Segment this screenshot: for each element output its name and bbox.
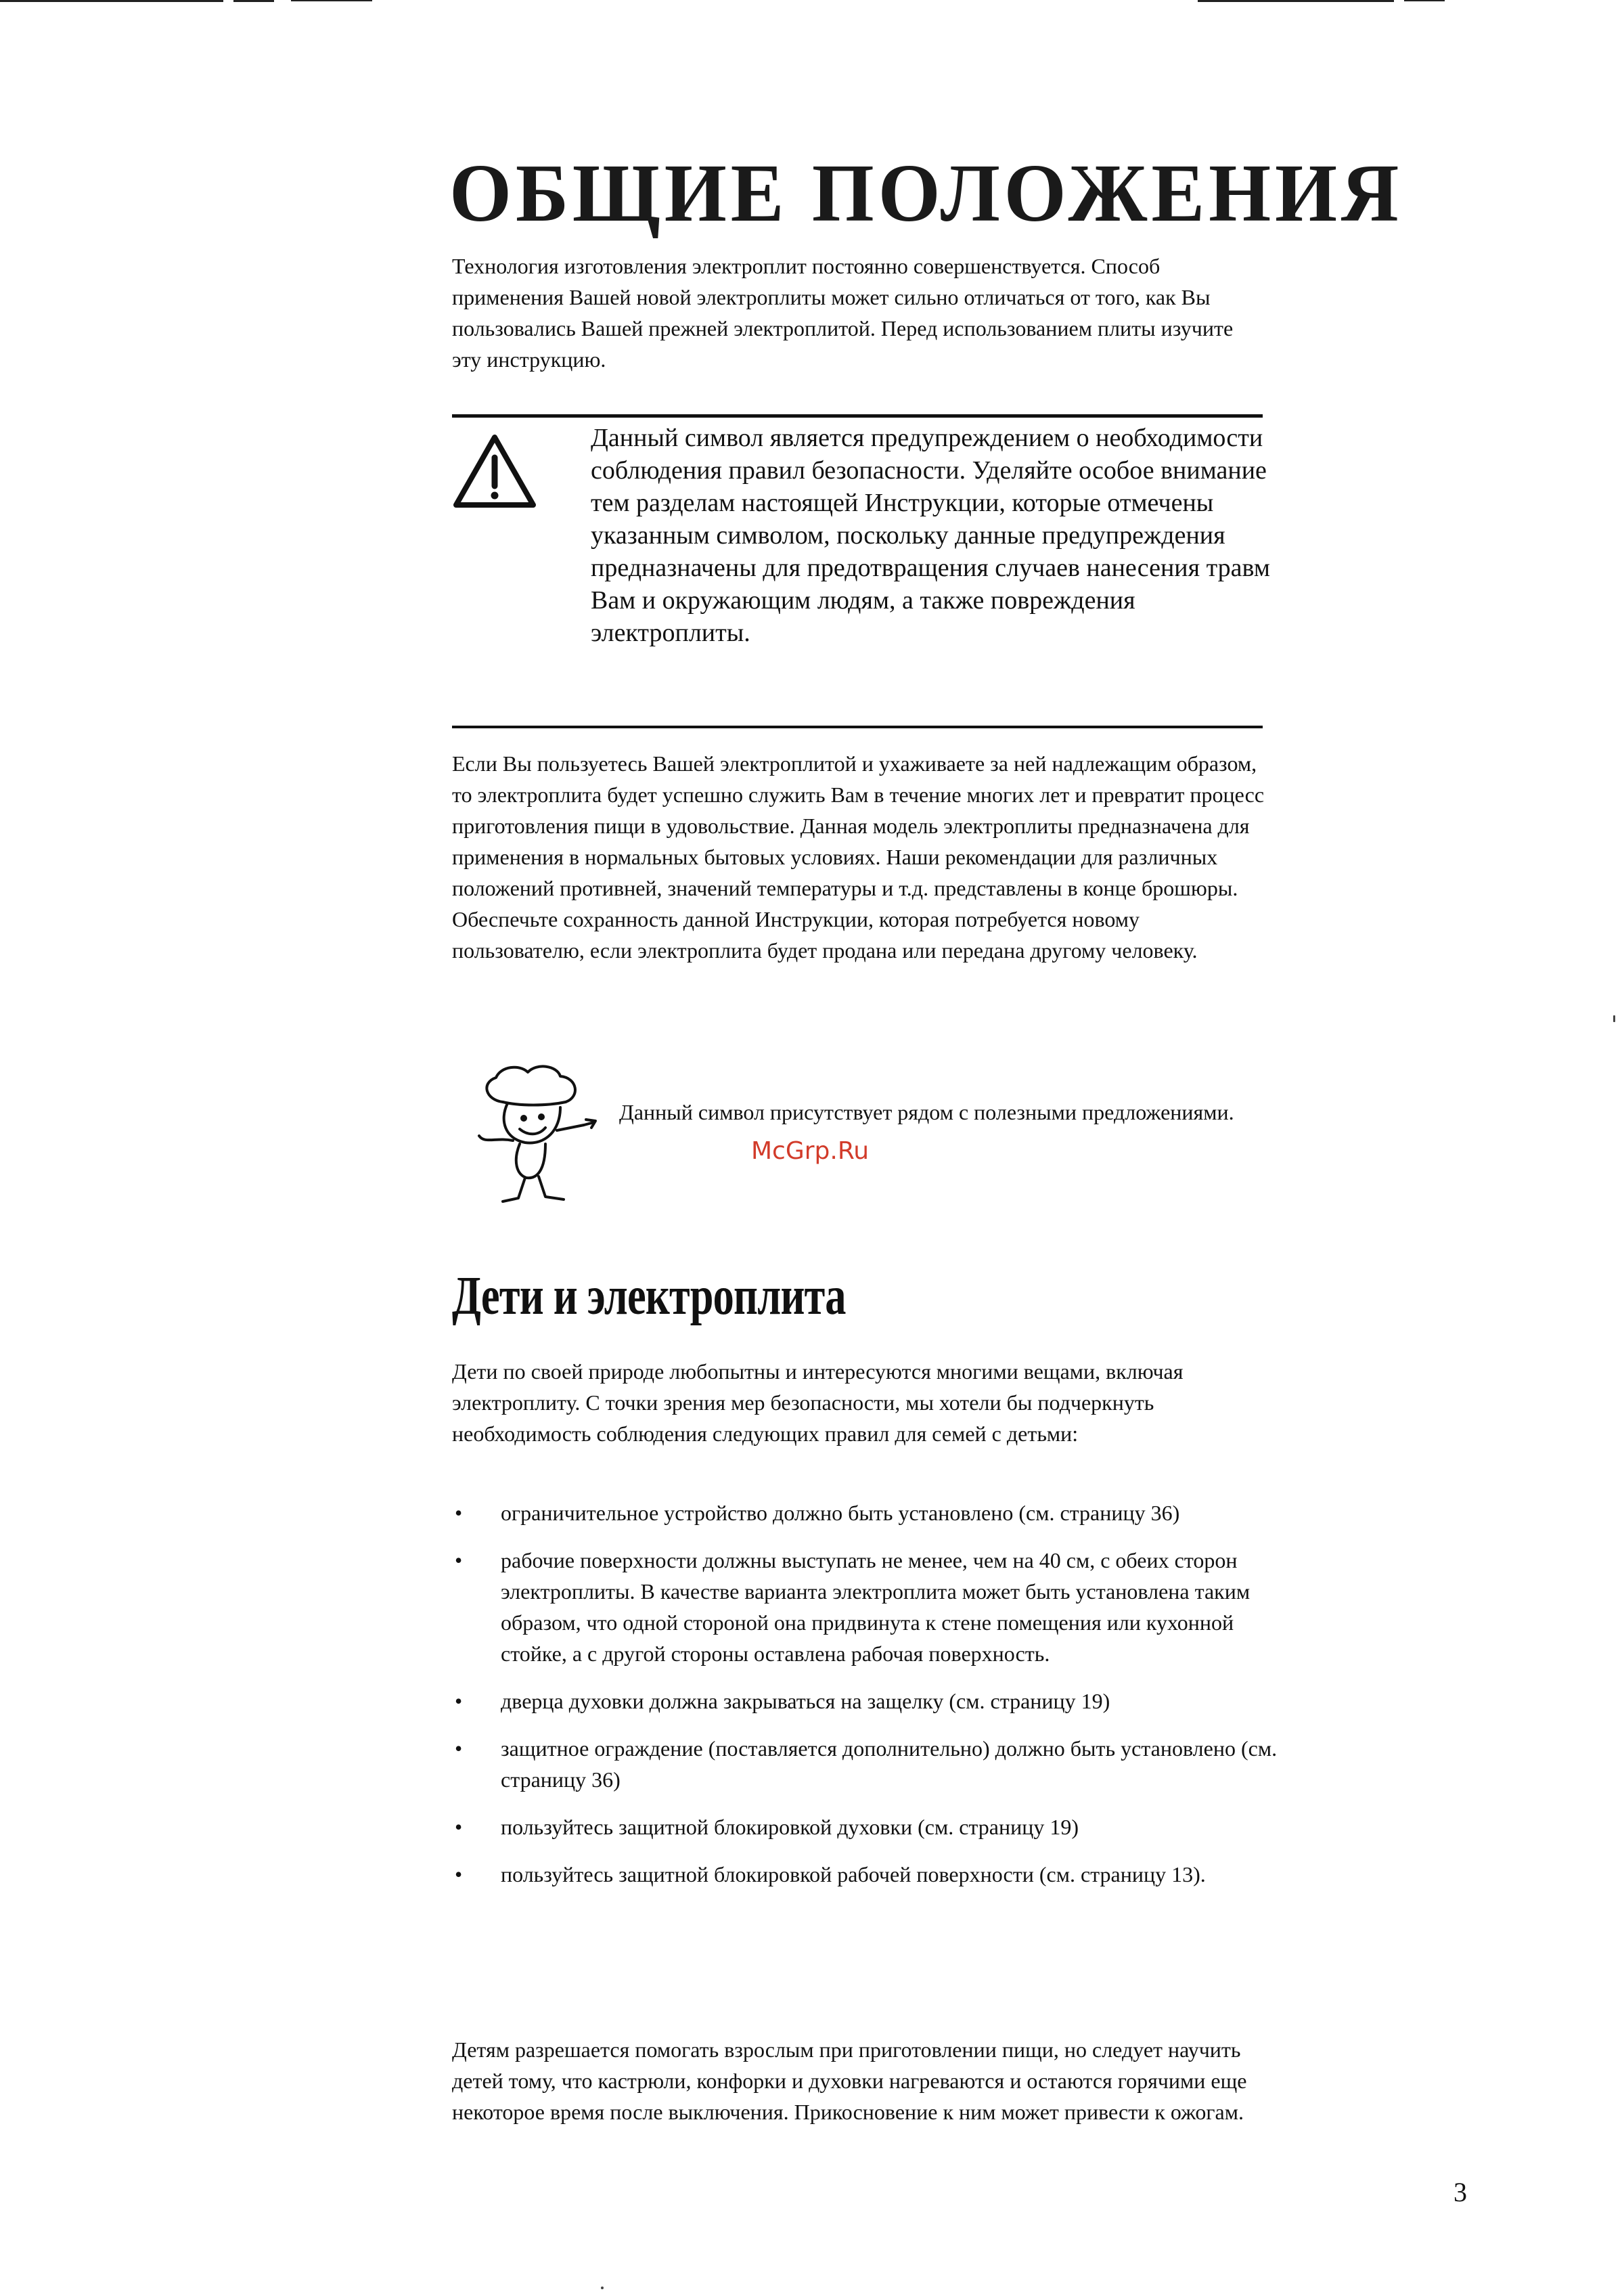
- page-number: 3: [1454, 2177, 1467, 2207]
- scan-artifact-line: [233, 0, 274, 2]
- list-item: [452, 1685, 1278, 1717]
- list-item-text: пользуйтесь защитной блокировкой рабочей поверхности (см. страницу 13).: [501, 1862, 1206, 1886]
- bullet-marker: •: [455, 1736, 463, 1761]
- list-item: [452, 1859, 1278, 1890]
- bullet-marker: •: [455, 1548, 463, 1572]
- list-item-text: рабочие поверхности должны выступать не менее, чем на 40 см, с обеих сторон электроплиты. В качестве варианта электроплита может быть установлена таким образом, что одной стороной она придвинута к стене помещения или кухонной стойке, а с другой стороны оставлена рабочая поверхность.: [501, 1548, 1251, 1666]
- intro-paragraph: Технология изготовления электроплит постоянно совершенствуется. Способ применения Вашей новой электроплиты может сильно отличаться от того, как Вы пользовались Вашей прежней электроплитой. Перед использованием плиты изучите эту инструкцию.: [452, 254, 1234, 372]
- warning-top-rule: [452, 414, 1263, 418]
- list-item-text: ограничительное устройство должно быть установлено (см. страницу 36): [501, 1501, 1180, 1525]
- general-paragraph: Если Вы пользуетесь Вашей электроплитой и ухаживаете за ней надлежащим образом, то электроплита будет успешно служить Вам в течение многих лет и превратит процесс приготовления пищи в удовольствие. Данная модель электроплиты предназначена для применения в нормальных бытовых условиях. Наши рекомендации для различных положений противней, значений температуры и т.д. представлены в конце брошюры. Обеспечьте сохранность данной Инструкции, которая потребуется новому пользователю, если электроплита будет продана или передана другому человеку.: [452, 751, 1265, 963]
- bullet-marker: •: [455, 1501, 463, 1525]
- warning-bottom-rule: [452, 726, 1263, 728]
- list-item: [452, 1497, 1278, 1528]
- warning-text: Данный символ является предупреждением о необходимости соблюдения правил безопасности. Уделяйте особое внимание тем разделам настоящей Инструкции, которые отмечены указанным символом, поскольку данные предупреждения предназначены для предотвращения случаев нанесения травм Вам и окружающим людям, а также повреждения электроплиты.: [591, 424, 1270, 647]
- children-closing-paragraph: Детям разрешается помогать взрослым при приготовлении пищи, но следует научить детей тому, что кастрюли, конфорки и духовки нагреваются и остаются горячими еще некоторое время после выключения. Прикосновение к ним может привести к ожогам.: [452, 2037, 1247, 2124]
- page-title: ОБЩИЕ ПОЛОЖЕНИЯ: [449, 148, 1403, 239]
- warning-triangle-icon: [452, 433, 537, 509]
- scan-artifact-line: [1198, 0, 1394, 2]
- scan-speck: [1613, 1015, 1615, 1022]
- list-item-text: защитное ограждение (поставляется дополнительно) должно быть установлено (см. страницу 36): [501, 1736, 1278, 1792]
- list-item: [452, 1733, 1278, 1795]
- scan-artifact-line: [1404, 0, 1445, 1]
- bullet-marker: •: [455, 1862, 463, 1886]
- chef-icon: [466, 1063, 601, 1212]
- section-heading: Дети и электроплита: [452, 1266, 846, 1326]
- scan-artifact-line: [0, 0, 223, 2]
- bullet-marker: •: [455, 1689, 463, 1713]
- bullet-marker: •: [455, 1815, 463, 1839]
- scan-speck: [601, 2287, 604, 2289]
- watermark: McGrp.Ru: [751, 1137, 870, 1165]
- tip-text: Данный символ присутствует рядом с полезными предложениями.: [619, 1100, 1234, 1124]
- children-intro-paragraph: Дети по своей природе любопытны и интересуются многими вещами, включая электроплиту. С точки зрения мер безопасности, мы хотели бы подчеркнуть необходимость соблюдения следующих правил для семей с детьми:: [452, 1359, 1184, 1446]
- list-item: [452, 1545, 1278, 1669]
- list-item: [452, 1811, 1278, 1842]
- list-item-text: дверца духовки должна закрываться на защелку (см. страницу 19): [501, 1689, 1110, 1713]
- safety-rules-list: [452, 1497, 1278, 1906]
- scan-artifact-line: [291, 0, 372, 1]
- list-item-text: пользуйтесь защитной блокировкой духовки (см. страницу 19): [501, 1815, 1079, 1839]
